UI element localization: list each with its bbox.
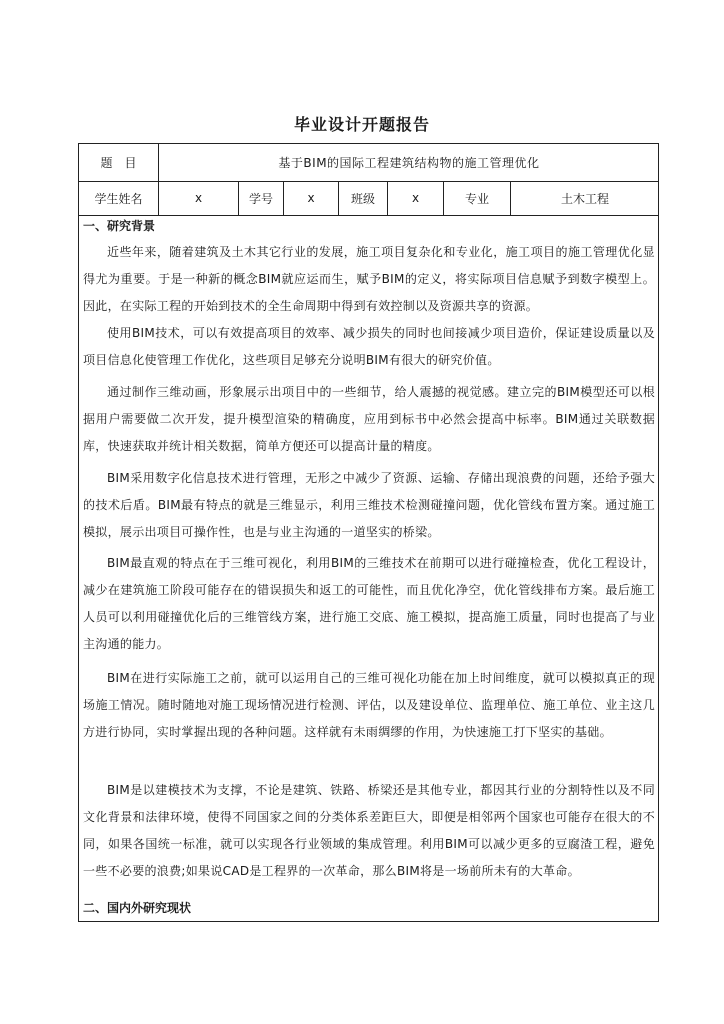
paragraph: BIM采用数字化信息技术进行管理，无形之中减少了资源、运输、存储出现浪费的问题，还给予强大的技术后盾。BIM最有特点的就是三维显示，利用三维技术检测碰撞问题，优化管线布置方案。通过施工模拟，展示出项目可操作性，也是与业主沟通的一道坚实的桥梁。 (83, 471, 655, 539)
student-id-value: x (307, 191, 315, 205)
section-heading-status: 二、国内外研究现状 (83, 901, 192, 915)
report-table (78, 143, 659, 922)
section-heading-background: 一、研究背景 (83, 219, 156, 233)
topic-label: 题 目 (100, 156, 137, 170)
paragraph: BIM在进行实际施工之前，就可以运用自己的三维可视化功能在加上时间维度，就可以模拟真正的现场施工情况。随时随地对施工现场情况进行检测、评估，以及建设单位、监理单位、施工单位、业主这几方进行协同，实时掌握出现的各种问题。这样就有未雨绸缪的作用，为快速施工打下坚实的基础。 (83, 671, 655, 739)
paragraph: BIM是以建模技术为支撑，不论是建筑、铁路、桥梁还是其他专业，都因其行业的分割特性以及不同文化背景和法律环境，使得不同国家之间的分类体系差距巨大，即便是相邻两个国家也可能存在很大的不同，如果各国统一标准，就可以实现各行业领域的集成管理。利用BIM可以减少更多的豆腐渣工程，避免一些不必要的浪费;如果说CAD是工程界的一次革命，那么BIM将是一场前所未有的大革命。 (83, 783, 655, 878)
paragraph: 通过制作三维动画，形象展示出项目中的一些细节，给人震撼的视觉感。建立完的BIM模型还可以根据用户需要做二次开发，提升模型渲染的精确度，应用到标书中必然会提高中标率。BIM通过关联数据库，快速获取并统计相关数据，简单方便还可以提高计量的精度。 (83, 385, 655, 453)
student-info-row (79, 181, 658, 216)
major-value: 土木工程 (560, 191, 609, 206)
paragraph: BIM最直观的特点在于三维可视化，利用BIM的三维技术在前期可以进行碰撞检查，优化工程设计，减少在建筑施工阶段可能存在的错误损失和返工的可能性，而且优化净空，优化管线排布方案。最后施工人员可以利用碰撞优化后的三维管线方案，进行施工交底、施工模拟，提高施工质量，同时也提高了与业主沟通的能力。 (83, 556, 655, 651)
major-label: 专业 (464, 191, 489, 206)
student-name-value: x (194, 191, 203, 205)
document-title: 毕业设计开题报告 (293, 115, 430, 134)
class-label: 班级 (350, 191, 375, 206)
paragraph: 使用BIM技术，可以有效提高项目的效率、减少损失的同时也间接减少项目造价，保证建设质量以及项目信息化使管理工作优化，这些项目足够充分说明BIM有很大的研究价值。 (83, 326, 655, 367)
topic-row (79, 144, 658, 182)
student-name-label: 学生姓名 (94, 191, 143, 206)
student-id-label: 学号 (248, 191, 273, 206)
topic-value: 基于BIM的国际工程建筑结构物的施工管理优化 (278, 156, 540, 170)
class-value: x (411, 191, 420, 205)
paragraph: 近些年来，随着建筑及土木其它行业的发展，施工项目复杂化和专业化，施工项目的施工管理优化显得尤为重要。于是一种新的概念BIM就应运而生，赋予BIM的定义，将实际项目信息赋予到数字模型上。因此，在实际工程的开始到技术的全生命周期中得到有效控制以及资源共享的资源。 (83, 245, 655, 313)
